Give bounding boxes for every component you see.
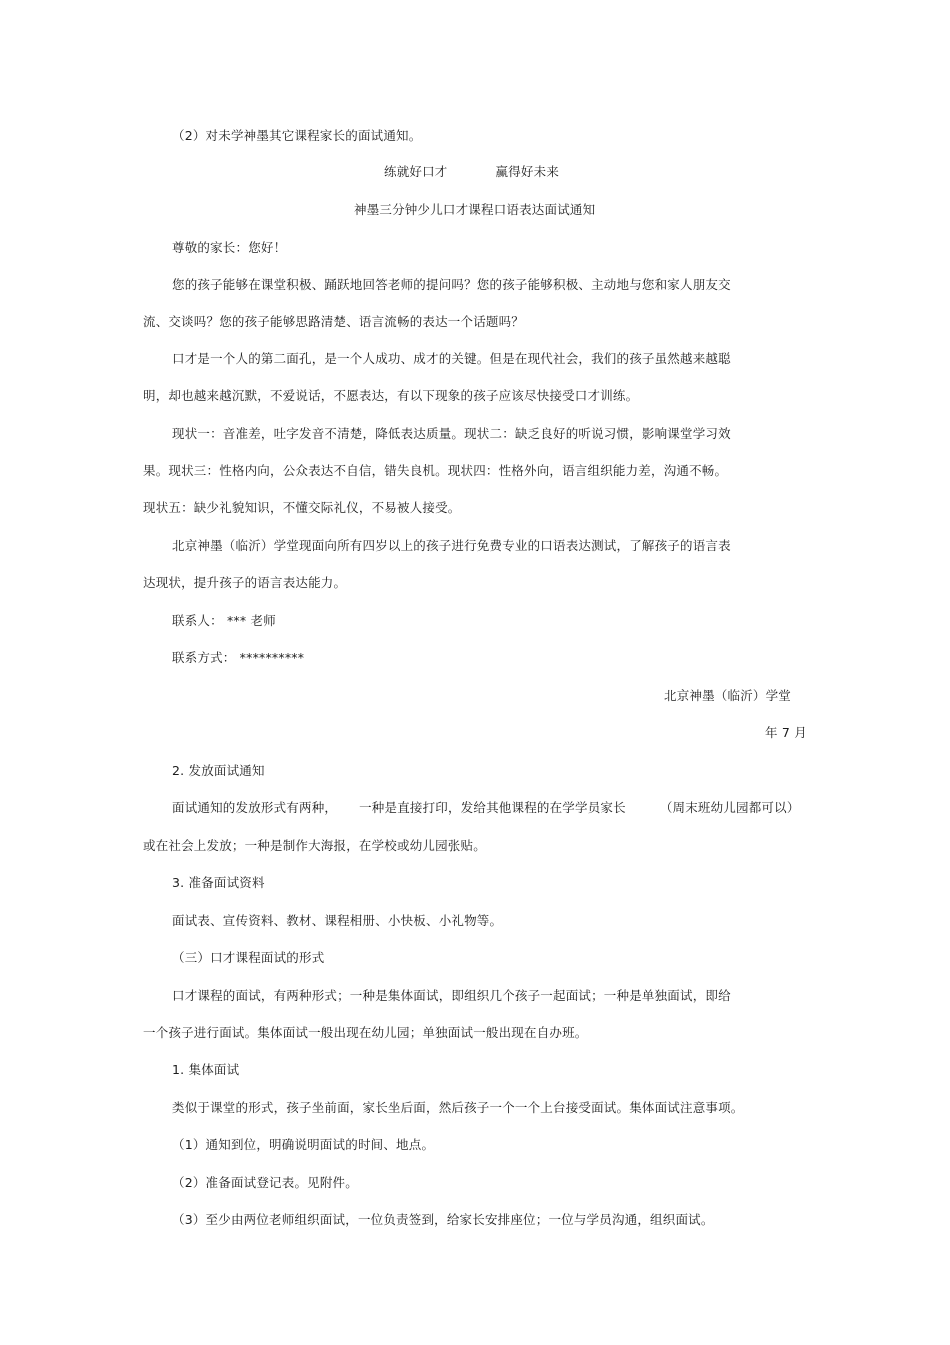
paragraph-line (172, 800, 800, 816)
list-item: （1）通知到位，明确说明面试的时间、地点。 (172, 1137, 435, 1152)
paragraph-line: 果。现状三：性格内向，公众表达不自信，错失良机。现状四：性格外向，语言组织能力差，沟通不畅。 (143, 463, 728, 478)
signature-org: 北京神墨（临沂）学堂 (664, 688, 792, 703)
notice-item-heading: （2）对未学神墨其它课程家长的面试通知。 (172, 128, 422, 143)
section-heading: 3. 准备面试资料 (172, 875, 265, 890)
section-heading: 1. 集体面试 (172, 1062, 240, 1077)
text-segment: 面试通知的发放形式有两种， (172, 800, 338, 815)
list-item: （3）至少由两位老师组织面试，一位负责签到，给家长安排座位；一位与学员沟通，组织面试。 (172, 1212, 714, 1227)
section-heading: （三）口才课程面试的形式 (172, 950, 325, 965)
paragraph-line: 明，却也越来越沉默，不爱说话，不愿表达，有以下现象的孩子应该尽快接受口才训练。 (143, 388, 639, 403)
notice-title: 神墨三分钟少儿口才课程口语表达面试通知 (354, 202, 596, 217)
text-segment: 一种是直接打印，发给其他课程的在学学员家长 (359, 800, 626, 815)
paragraph-line: 口才课程的面试，有两种形式；一种是集体面试，即组织几个孩子一起面试；一种是单独面试，即给 (172, 988, 731, 1003)
text-segment: （周末班幼儿园都可以） (659, 800, 800, 815)
paragraph-line: 或在社会上发放；一种是制作大海报，在学校或幼儿园张贴。 (143, 838, 486, 853)
slogan-part-2: 赢得好未来 (495, 164, 560, 179)
slogan (384, 164, 559, 180)
paragraph-line: 一个孩子进行面试。集体面试一般出现在幼儿园；单独面试一般出现在自办班。 (143, 1025, 588, 1040)
paragraph-line: 达现状，提升孩子的语言表达能力。 (143, 575, 347, 590)
paragraph-line: 北京神墨（临沂）学堂现面向所有四岁以上的孩子进行免费专业的口语表达测试，了解孩子的语言表 (172, 538, 731, 553)
paragraph-line: 面试表、宣传资料、教材、课程相册、小快板、小礼物等。 (172, 913, 503, 928)
contact-method: 联系方式： ********** (172, 650, 305, 665)
paragraph-line: 现状一：音准差，吐字发音不清楚，降低表达质量。现状二：缺乏良好的听说习惯，影响课堂学习效 (172, 426, 731, 441)
section-heading: 2. 发放面试通知 (172, 763, 265, 778)
slogan-part-1: 练就好口才 (384, 164, 448, 179)
paragraph-line: 您的孩子能够在课堂积极、踊跃地回答老师的提问吗？您的孩子能够积极、主动地与您和家人朋友交 (172, 277, 731, 292)
paragraph-line: 现状五：缺少礼貌知识，不懂交际礼仪，不易被人接受。 (143, 500, 461, 515)
contact-person: 联系人： *** 老师 (172, 613, 276, 628)
salutation: 尊敬的家长：您好！ (172, 240, 287, 255)
list-item: （2）准备面试登记表。见附件。 (172, 1175, 358, 1190)
paragraph-line: 口才是一个人的第二面孔，是一个人成功、成才的关键。但是在现代社会，我们的孩子虽然越来越聪 (172, 351, 731, 366)
signature-date: 年 7 月 (765, 725, 807, 740)
paragraph-line: 流、交谈吗？您的孩子能够思路清楚、语言流畅的表达一个话题吗？ (143, 314, 525, 329)
paragraph-line: 类似于课堂的形式，孩子坐前面，家长坐后面，然后孩子一个一个上台接受面试。集体面试注意事项。 (172, 1100, 744, 1115)
